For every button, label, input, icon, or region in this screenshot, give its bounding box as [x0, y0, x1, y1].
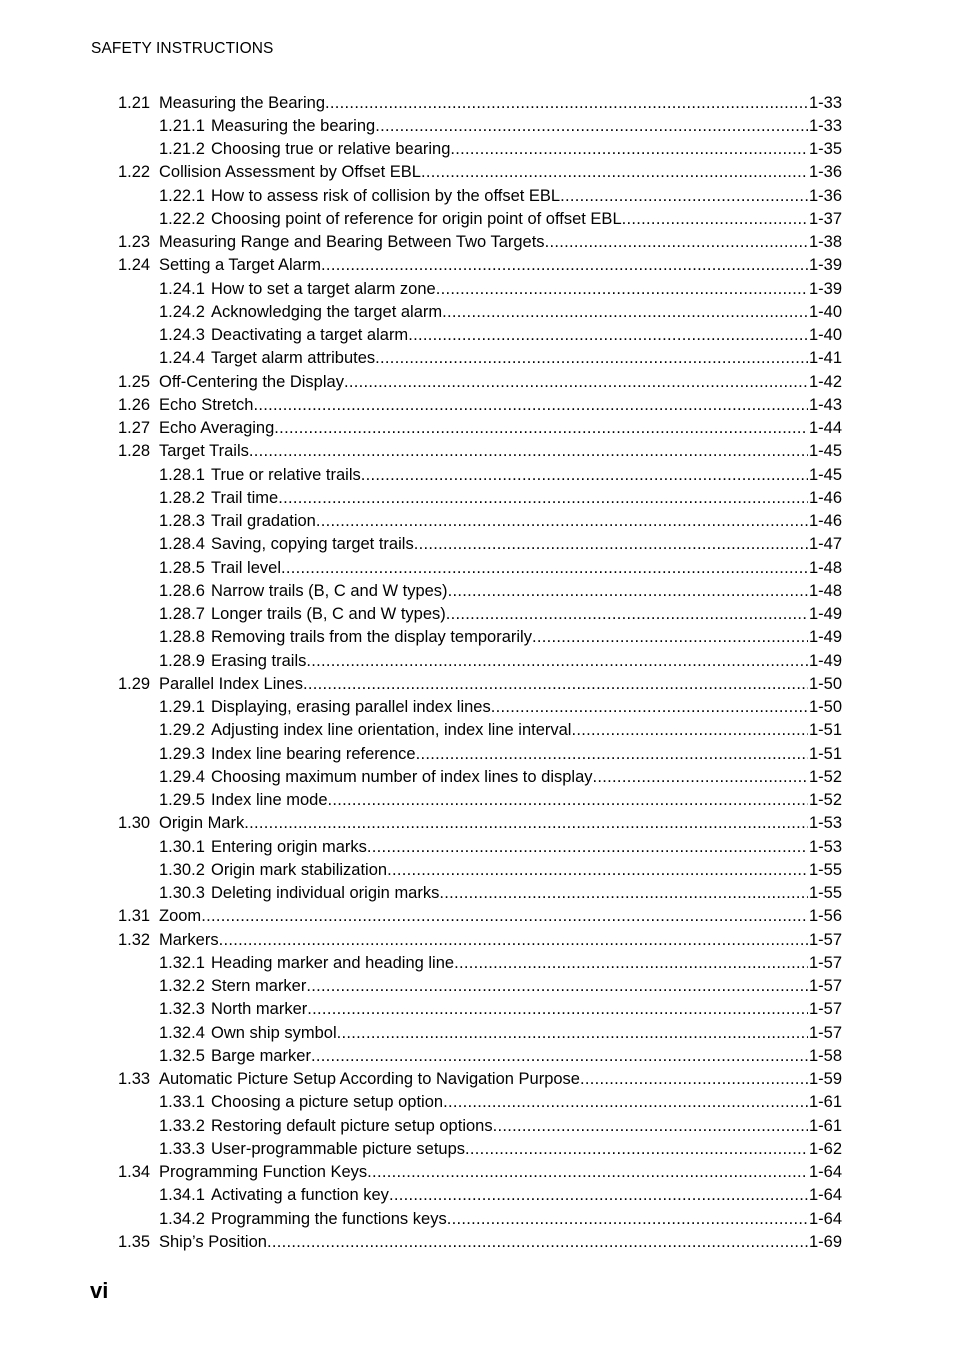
toc-entry-page: 1-36 — [808, 163, 842, 182]
toc-section-entry[interactable] — [118, 1068, 842, 1091]
dot-leader — [560, 186, 808, 206]
toc-entry-number: 1.34 — [118, 1163, 151, 1182]
toc-section-entry[interactable] — [118, 905, 842, 928]
toc-entry-number: 1.33 — [118, 1070, 151, 1089]
toc-section-entry[interactable] — [118, 161, 842, 184]
toc-entry-title: Origin mark stabilization — [211, 860, 388, 879]
toc-entry-title: Markers — [159, 930, 219, 949]
toc-entry-page: 1-69 — [808, 1232, 842, 1251]
toc-entry-page: 1-51 — [808, 721, 842, 740]
toc-entry-number: 1.31 — [118, 907, 151, 926]
toc-entry-number: 1.24.2 — [159, 302, 205, 321]
toc-entry-title: Setting a Target Alarm — [159, 256, 322, 275]
toc-subsection-entry[interactable] — [118, 626, 842, 649]
toc-section-entry[interactable] — [118, 1161, 842, 1184]
toc-entry-page: 1-50 — [808, 698, 842, 717]
toc-entry-number: 1.32.5 — [159, 1046, 205, 1065]
toc-entry-page: 1-42 — [808, 372, 842, 391]
toc-entry-title: Acknowledging the target alarm — [211, 302, 443, 321]
toc-entry-title: Index line bearing reference — [211, 744, 416, 763]
dot-leader — [311, 1046, 808, 1066]
toc-subsection-entry[interactable] — [118, 1137, 842, 1160]
toc-entry-number: 1.21 — [118, 93, 151, 112]
toc-section-entry[interactable] — [118, 370, 842, 393]
toc-entry-page: 1-49 — [808, 651, 842, 670]
toc-entry-title: Echo Averaging — [159, 419, 275, 438]
toc-entry-page: 1-53 — [808, 814, 842, 833]
dot-leader — [408, 325, 808, 345]
dot-leader — [253, 395, 808, 415]
dot-leader — [416, 744, 808, 764]
toc-entry-page: 1-57 — [808, 930, 842, 949]
toc-entry-page: 1-58 — [808, 1046, 842, 1065]
toc-entry-number: 1.21.2 — [159, 140, 205, 159]
running-header: SAFETY INSTRUCTIONS — [91, 40, 274, 57]
toc-entry-number: 1.23 — [118, 233, 151, 252]
toc-entry-number: 1.28.7 — [159, 605, 205, 624]
toc-subsection-entry[interactable] — [118, 882, 842, 905]
page-number: vi — [90, 1278, 109, 1303]
toc-entry-number: 1.32.3 — [159, 1000, 205, 1019]
toc-entry-title: How to set a target alarm zone — [211, 279, 436, 298]
toc-entry-page: 1-37 — [808, 209, 842, 228]
toc-entry-page: 1-41 — [808, 349, 842, 368]
toc-subsection-entry[interactable] — [118, 742, 842, 765]
dot-leader — [281, 558, 808, 578]
dot-leader — [249, 441, 808, 461]
toc-entry-page: 1-39 — [808, 279, 842, 298]
toc-subsection-entry[interactable] — [118, 556, 842, 579]
toc-entry-title: Restoring default picture setup options — [211, 1116, 493, 1135]
dot-leader — [421, 162, 808, 182]
toc-entry-page: 1-57 — [808, 953, 842, 972]
toc-entry-number: 1.28.5 — [159, 558, 205, 577]
toc-entry-title: Stern marker — [211, 977, 307, 996]
toc-entry-title: Programming the functions keys — [211, 1209, 447, 1228]
toc-subsection-entry[interactable] — [118, 1044, 842, 1067]
toc-section-entry[interactable] — [118, 393, 842, 416]
toc-entry-page: 1-57 — [808, 1000, 842, 1019]
toc-entry-number: 1.27 — [118, 419, 151, 438]
toc-entry-title: Heading marker and heading line — [211, 953, 455, 972]
dot-leader — [593, 767, 808, 787]
toc-entry-page: 1-44 — [808, 419, 842, 438]
dot-leader — [532, 627, 808, 647]
toc-entry-page: 1-35 — [808, 140, 842, 159]
toc-entry-number: 1.28.4 — [159, 535, 205, 554]
toc-entry-page: 1-52 — [808, 767, 842, 786]
toc-entry-page: 1-48 — [808, 558, 842, 577]
toc-subsection-entry[interactable] — [118, 789, 842, 812]
toc-entry-number: 1.21.1 — [159, 116, 205, 135]
toc-subsection-entry[interactable] — [118, 1021, 842, 1044]
dot-leader — [414, 534, 808, 554]
toc-entry-title: Trail level — [211, 558, 281, 577]
toc-entry-title: True or relative trails — [211, 465, 361, 484]
dot-leader — [491, 697, 808, 717]
toc-subsection-entry[interactable] — [118, 579, 842, 602]
toc-subsection-entry[interactable] — [118, 114, 842, 137]
dot-leader — [447, 1209, 808, 1229]
toc-entry-title: Longer trails (B, C and W types) — [211, 605, 446, 624]
toc-entry-number: 1.30.3 — [159, 884, 205, 903]
toc-entry-title: Automatic Picture Setup According to Navigation Purpose — [159, 1070, 580, 1089]
toc-entry-page: 1-64 — [808, 1163, 842, 1182]
dot-leader — [375, 348, 808, 368]
toc-entry-title: Index line mode — [211, 791, 328, 810]
toc-subsection-entry[interactable] — [118, 649, 842, 672]
toc-subsection-entry[interactable] — [118, 347, 842, 370]
toc-entry-page: 1-40 — [808, 302, 842, 321]
dot-leader — [387, 860, 808, 880]
dot-leader — [274, 418, 808, 438]
toc-entry-page: 1-53 — [808, 837, 842, 856]
toc-entry-number: 1.28.9 — [159, 651, 205, 670]
toc-subsection-entry[interactable] — [118, 858, 842, 881]
dot-leader — [436, 279, 808, 299]
toc-subsection-entry[interactable] — [118, 835, 842, 858]
toc-entry-number: 1.24.1 — [159, 279, 205, 298]
toc-entry-title: Measuring the bearing — [211, 116, 376, 135]
dot-leader — [493, 1116, 808, 1136]
toc-entry-number: 1.33.1 — [159, 1093, 205, 1112]
toc-entry-number: 1.28 — [118, 442, 151, 461]
toc-entry-number: 1.28.3 — [159, 512, 205, 531]
dot-leader — [344, 372, 808, 392]
toc-entry-number: 1.24.4 — [159, 349, 205, 368]
toc-subsection-entry[interactable] — [118, 138, 842, 161]
toc-entry-title: Off-Centering the Display — [159, 372, 344, 391]
toc-section-entry[interactable] — [118, 231, 842, 254]
toc-subsection-entry[interactable] — [118, 951, 842, 974]
toc-entry-number: 1.22.1 — [159, 186, 205, 205]
toc-entry-title: Choosing a picture setup option — [211, 1093, 444, 1112]
dot-leader — [375, 116, 808, 136]
toc-entry-title: Displaying, erasing parallel index lines — [211, 698, 491, 717]
toc-entry-page: 1-62 — [808, 1139, 842, 1158]
toc-entry-number: 1.32.2 — [159, 977, 205, 996]
toc-entry-title: Erasing trails — [211, 651, 307, 670]
toc-entry-page: 1-64 — [808, 1209, 842, 1228]
toc-subsection-entry[interactable] — [118, 1091, 842, 1114]
toc-entry-page: 1-46 — [808, 488, 842, 507]
toc-entry-number: 1.30.2 — [159, 860, 205, 879]
toc-entry-title: Measuring Range and Bearing Between Two Targets — [159, 233, 545, 252]
dot-leader — [307, 999, 808, 1019]
toc-subsection-entry[interactable] — [118, 975, 842, 998]
toc-entry-title: Ship’s Position — [159, 1232, 267, 1251]
toc-entry-page: 1-50 — [808, 674, 842, 693]
toc-entry-page: 1-33 — [808, 116, 842, 135]
toc-entry-page: 1-57 — [808, 1023, 842, 1042]
toc-entry-title: Parallel Index Lines — [159, 674, 304, 693]
toc-entry-page: 1-51 — [808, 744, 842, 763]
toc-entry-page: 1-59 — [808, 1070, 842, 1089]
toc-subsection-entry[interactable] — [118, 719, 842, 742]
toc-subsection-entry[interactable] — [118, 277, 842, 300]
toc-section-entry[interactable] — [118, 1230, 842, 1253]
toc-subsection-entry[interactable] — [118, 998, 842, 1021]
toc-entry-title: Target alarm attributes — [211, 349, 376, 368]
toc-entry-page: 1-45 — [808, 465, 842, 484]
toc-entry-title: Adjusting index line orientation, index line interval — [211, 721, 572, 740]
dot-leader — [306, 976, 808, 996]
dot-leader — [389, 1185, 808, 1205]
toc-entry-title: Zoom — [159, 907, 202, 926]
toc-entry-page: 1-49 — [808, 628, 842, 647]
toc-entry-number: 1.24.3 — [159, 326, 205, 345]
toc-section-entry[interactable] — [118, 812, 842, 835]
toc-entry-page: 1-48 — [808, 581, 842, 600]
dot-leader — [303, 674, 808, 694]
toc-entry-number: 1.22 — [118, 163, 151, 182]
dot-leader — [580, 1069, 808, 1089]
toc-entry-number: 1.22.2 — [159, 209, 205, 228]
toc-entry-title: North marker — [211, 1000, 308, 1019]
toc-subsection-entry[interactable] — [118, 603, 842, 626]
toc-subsection-entry[interactable] — [118, 207, 842, 230]
toc-entry-title: Echo Stretch — [159, 395, 254, 414]
dot-leader — [325, 93, 808, 113]
toc-subsection-entry[interactable] — [118, 324, 842, 347]
dot-leader — [439, 883, 808, 903]
dot-leader — [454, 953, 808, 973]
toc-entry-number: 1.34.2 — [159, 1209, 205, 1228]
toc-entry-number: 1.32 — [118, 930, 151, 949]
toc-entry-page: 1-40 — [808, 326, 842, 345]
toc-subsection-entry[interactable] — [118, 1184, 842, 1207]
toc-entry-title: How to assess risk of collision by the offset EBL — [211, 186, 561, 205]
toc-subsection-entry[interactable] — [118, 463, 842, 486]
toc-subsection-entry[interactable] — [118, 765, 842, 788]
toc-entry-title: Saving, copying target trails — [211, 535, 414, 554]
toc-entry-number: 1.26 — [118, 395, 151, 414]
toc-entry-page: 1-45 — [808, 442, 842, 461]
toc-entry-title: Choosing true or relative bearing — [211, 140, 451, 159]
toc-entry-page: 1-49 — [808, 605, 842, 624]
dot-leader — [321, 255, 808, 275]
toc-entry-number: 1.29.5 — [159, 791, 205, 810]
toc-section-entry[interactable] — [118, 672, 842, 695]
toc-entry-number: 1.28.1 — [159, 465, 205, 484]
toc-entry-page: 1-56 — [808, 907, 842, 926]
toc-entry-title: Measuring the Bearing — [159, 93, 326, 112]
dot-leader — [244, 813, 808, 833]
toc-entry-number: 1.28.6 — [159, 581, 205, 600]
dot-leader — [328, 790, 808, 810]
toc-entry-title: Choosing point of reference for origin point of offset EBL — [211, 209, 622, 228]
toc-entry-number: 1.32.1 — [159, 953, 205, 972]
toc-entry-page: 1-64 — [808, 1186, 842, 1205]
toc-entry-number: 1.29.3 — [159, 744, 205, 763]
table-of-contents — [118, 91, 842, 1254]
toc-entry-title: Origin Mark — [159, 814, 245, 833]
toc-entry-number: 1.24 — [118, 256, 151, 275]
toc-entry-page: 1-61 — [808, 1093, 842, 1112]
toc-subsection-entry[interactable] — [118, 510, 842, 533]
toc-entry-page: 1-33 — [808, 93, 842, 112]
toc-subsection-entry[interactable] — [118, 696, 842, 719]
toc-entry-title: Entering origin marks — [211, 837, 367, 856]
dot-leader — [443, 1092, 808, 1112]
toc-entry-title: Deactivating a target alarm — [211, 326, 409, 345]
dot-leader — [267, 1232, 808, 1252]
toc-subsection-entry[interactable] — [118, 1114, 842, 1137]
toc-entry-number: 1.25 — [118, 372, 151, 391]
toc-entry-page: 1-46 — [808, 512, 842, 531]
toc-entry-title: Narrow trails (B, C and W types) — [211, 581, 448, 600]
toc-entry-number: 1.29.4 — [159, 767, 205, 786]
toc-entry-title: Collision Assessment by Offset EBL — [159, 163, 421, 182]
dot-leader — [450, 139, 808, 159]
toc-entry-title: User-programmable picture setups — [211, 1139, 466, 1158]
toc-subsection-entry[interactable] — [118, 1207, 842, 1230]
dot-leader — [367, 837, 808, 857]
toc-entry-number: 1.35 — [118, 1232, 151, 1251]
toc-entry-page: 1-61 — [808, 1116, 842, 1135]
toc-entry-title: Programming Function Keys — [159, 1163, 368, 1182]
toc-entry-page: 1-52 — [808, 791, 842, 810]
toc-subsection-entry[interactable] — [118, 533, 842, 556]
toc-entry-page: 1-55 — [808, 884, 842, 903]
toc-entry-number: 1.29.2 — [159, 721, 205, 740]
toc-entry-number: 1.30.1 — [159, 837, 205, 856]
toc-entry-number: 1.33.2 — [159, 1116, 205, 1135]
toc-entry-title: Target Trails — [159, 442, 249, 461]
toc-subsection-entry[interactable] — [118, 300, 842, 323]
toc-entry-page: 1-39 — [808, 256, 842, 275]
toc-section-entry[interactable] — [118, 417, 842, 440]
dot-leader — [361, 465, 808, 485]
toc-entry-number: 1.29 — [118, 674, 151, 693]
toc-entry-title: Removing trails from the display temporarily — [211, 628, 532, 647]
dot-leader — [446, 604, 808, 624]
toc-entry-number: 1.29.1 — [159, 698, 205, 717]
toc-entry-page: 1-55 — [808, 860, 842, 879]
toc-entry-title: Trail time — [211, 488, 279, 507]
toc-entry-page: 1-36 — [808, 186, 842, 205]
toc-entry-number: 1.28.8 — [159, 628, 205, 647]
dot-leader — [442, 302, 808, 322]
toc-section-entry[interactable] — [118, 928, 842, 951]
dot-leader — [337, 1023, 808, 1043]
dot-leader — [367, 1162, 808, 1182]
dot-leader — [219, 930, 808, 950]
toc-section-entry[interactable] — [118, 91, 842, 114]
toc-entry-title: Barge marker — [211, 1046, 311, 1065]
toc-section-entry[interactable] — [118, 254, 842, 277]
toc-entry-title: Choosing maximum number of index lines to display — [211, 767, 593, 786]
toc-entry-number: 1.28.2 — [159, 488, 205, 507]
toc-entry-number: 1.30 — [118, 814, 151, 833]
dot-leader — [201, 906, 808, 926]
dot-leader — [571, 720, 807, 740]
toc-subsection-entry[interactable] — [118, 184, 842, 207]
toc-entry-title: Deleting individual origin marks — [211, 884, 440, 903]
dot-leader — [545, 232, 808, 252]
toc-entry-title: Trail gradation — [211, 512, 316, 531]
toc-entry-title: Own ship symbol — [211, 1023, 337, 1042]
dot-leader — [316, 511, 808, 531]
toc-entry-page: 1-47 — [808, 535, 842, 554]
toc-entry-number: 1.33.3 — [159, 1139, 205, 1158]
toc-entry-page: 1-57 — [808, 977, 842, 996]
toc-entry-number: 1.32.4 — [159, 1023, 205, 1042]
dot-leader — [278, 488, 808, 508]
toc-entry-title: Activating a function key — [211, 1186, 389, 1205]
toc-entry-number: 1.34.1 — [159, 1186, 205, 1205]
dot-leader — [465, 1139, 808, 1159]
dot-leader — [448, 581, 808, 601]
toc-section-entry[interactable] — [118, 440, 842, 463]
dot-leader — [622, 209, 808, 229]
toc-entry-page: 1-43 — [808, 395, 842, 414]
toc-subsection-entry[interactable] — [118, 486, 842, 509]
toc-entry-page: 1-38 — [808, 233, 842, 252]
dot-leader — [306, 651, 808, 671]
